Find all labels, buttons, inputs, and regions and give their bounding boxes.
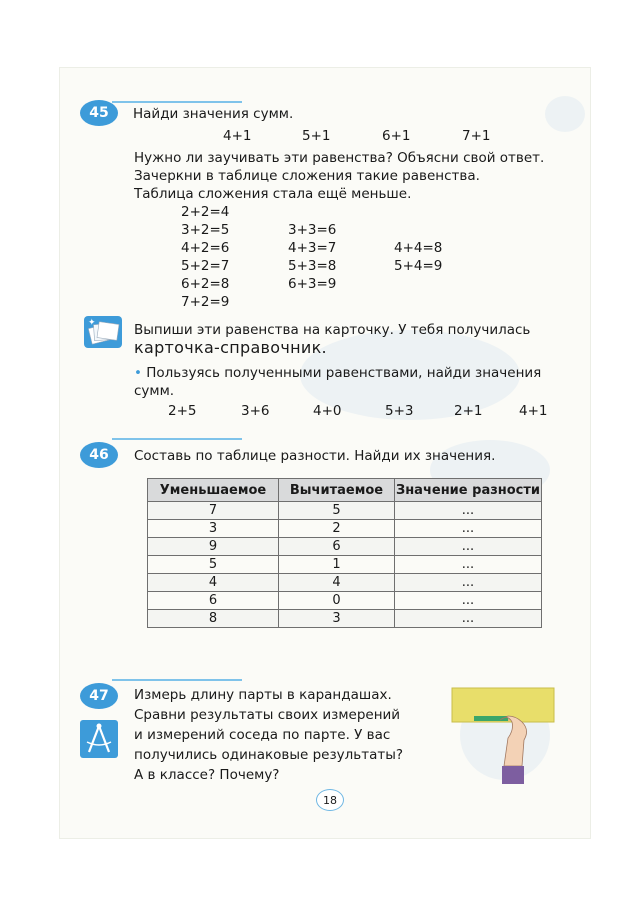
question-text: Таблица сложения стала ещё меньше. — [134, 186, 412, 202]
measure-compass-icon — [78, 718, 120, 760]
equation: 3+3=6 — [288, 222, 337, 238]
page-number: 18 — [316, 789, 344, 811]
cell: 6 — [148, 592, 279, 610]
instruction-text: Выпиши эти равенства на карточку. У тебя получилась — [134, 322, 531, 338]
equation: 3+2=5 — [181, 222, 230, 238]
instruction-line: и измерений соседа по парте. У вас — [134, 727, 391, 743]
sum-item: 6+1 — [382, 128, 411, 144]
column-header: Вычитаемое — [279, 479, 395, 502]
cell: 4 — [279, 574, 395, 592]
bullet-icon: • — [134, 365, 147, 381]
instruction-line: А в классе? Почему? — [134, 767, 280, 783]
equation: 7+2=9 — [181, 294, 230, 310]
equation: 4+4=8 — [394, 240, 443, 256]
exercise-number-badge: 47 — [80, 683, 118, 709]
table-row — [148, 610, 542, 628]
equation: 5+4=9 — [394, 258, 443, 274]
cell: 8 — [148, 610, 279, 628]
cell: ... — [395, 592, 542, 610]
table-header-row — [148, 479, 542, 502]
cell: ... — [395, 520, 542, 538]
sum-item: 5+3 — [385, 403, 414, 419]
difference-table — [147, 478, 542, 628]
equation: 2+2=4 — [181, 204, 230, 220]
sum-item: 2+1 — [454, 403, 483, 419]
table-row — [148, 502, 542, 520]
exercise-prompt: Найди значения сумм. — [133, 106, 294, 122]
sum-item: 2+5 — [168, 403, 197, 419]
sum-item: 7+1 — [462, 128, 491, 144]
equation: 5+3=8 — [288, 258, 337, 274]
cell: ... — [395, 502, 542, 520]
exercise-prompt: Составь по таблице разности. Найди их значения. — [134, 448, 496, 464]
equation: 6+2=8 — [181, 276, 230, 292]
instruction-text: карточка-справочник. — [134, 338, 327, 357]
column-header: Значение разности — [395, 479, 542, 502]
sum-item: 5+1 — [302, 128, 331, 144]
sum-item: 4+1 — [223, 128, 252, 144]
equation: 6+3=9 — [288, 276, 337, 292]
bullet-text — [134, 365, 541, 381]
cell: 5 — [279, 502, 395, 520]
table-row — [148, 520, 542, 538]
equation: 4+2=6 — [181, 240, 230, 256]
svg-text:✦: ✦ — [88, 318, 96, 328]
cell: 3 — [279, 610, 395, 628]
bullet-text: сумм. — [134, 383, 175, 399]
section-rule — [112, 101, 242, 103]
equation: 5+2=7 — [181, 258, 230, 274]
cell: ... — [395, 538, 542, 556]
table-row — [148, 556, 542, 574]
cell: 0 — [279, 592, 395, 610]
cell: ... — [395, 556, 542, 574]
instruction-line: Сравни результаты своих измерений — [134, 707, 401, 723]
cards-icon — [80, 312, 126, 352]
exercise-number-badge: 45 — [80, 100, 118, 126]
cell: ... — [395, 574, 542, 592]
equation: 4+3=7 — [288, 240, 337, 256]
cell: 9 — [148, 538, 279, 556]
table-row — [148, 538, 542, 556]
bullet-line: Пользуясь полученными равенствами, найди значения — [146, 365, 542, 381]
cell: 6 — [279, 538, 395, 556]
sum-item: 3+6 — [241, 403, 270, 419]
section-rule — [112, 438, 242, 440]
question-text: Нужно ли заучивать эти равенства? Объясни свой ответ. — [134, 150, 545, 166]
cell: 5 — [148, 556, 279, 574]
cell: 7 — [148, 502, 279, 520]
cell: 3 — [148, 520, 279, 538]
column-header: Уменьшаемое — [148, 479, 279, 502]
instruction-line: получились одинаковые результаты? — [134, 747, 404, 763]
sum-item: 4+0 — [313, 403, 342, 419]
table-row — [148, 574, 542, 592]
table-row — [148, 592, 542, 610]
question-text: Зачеркни в таблице сложения такие равенства. — [134, 168, 480, 184]
desk-measure-illustration — [450, 686, 560, 786]
cell: ... — [395, 610, 542, 628]
cell: 1 — [279, 556, 395, 574]
section-rule — [112, 679, 242, 681]
cell: 4 — [148, 574, 279, 592]
cell: 2 — [279, 520, 395, 538]
instruction-line: Измерь длину парты в карандашах. — [134, 687, 392, 703]
sum-item: 4+1 — [519, 403, 548, 419]
exercise-number-badge: 46 — [80, 442, 118, 468]
